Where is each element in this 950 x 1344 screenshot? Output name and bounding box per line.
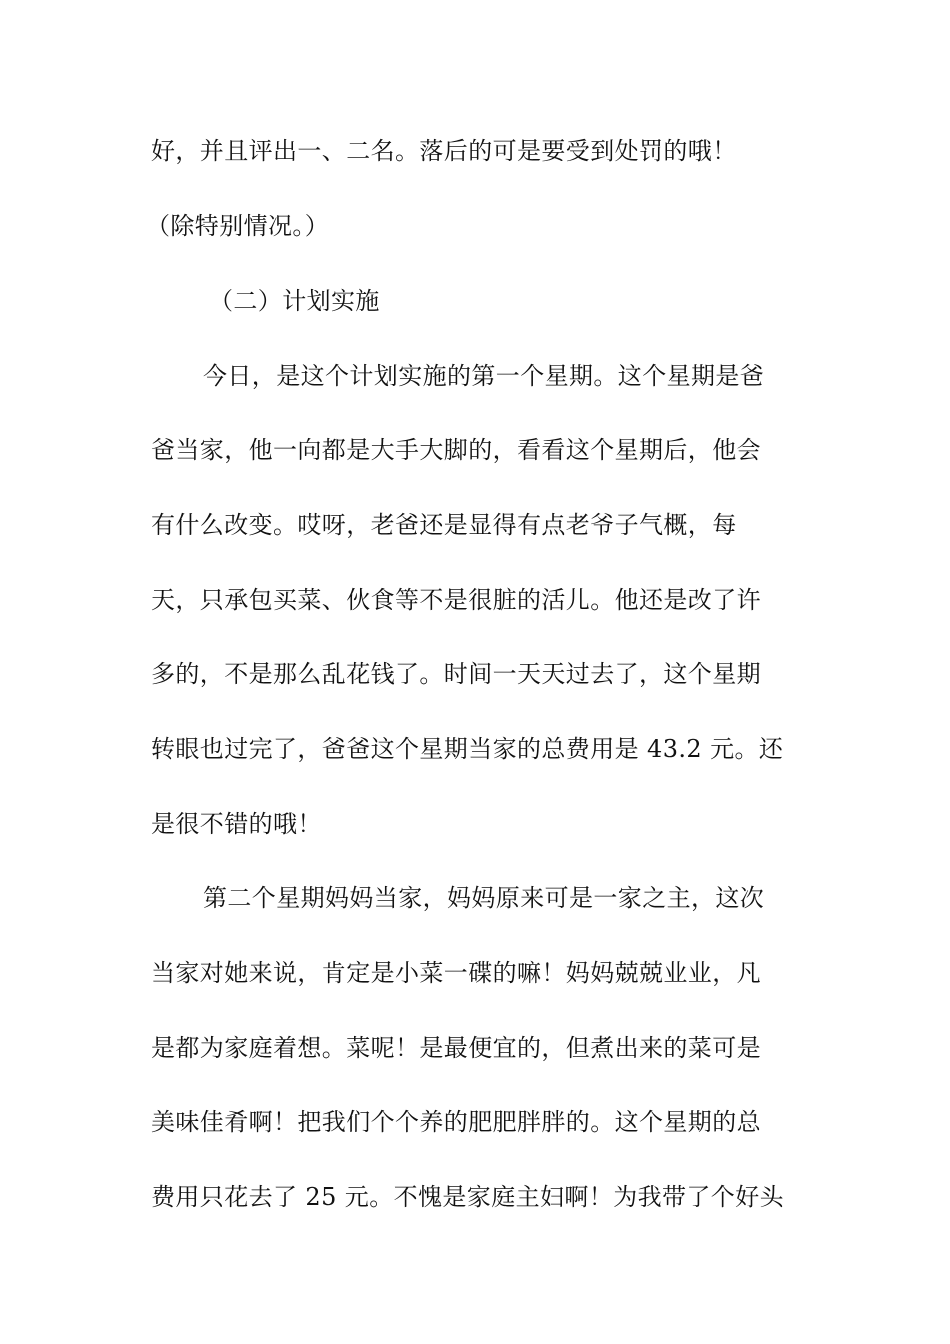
paragraph-line: 第二个星期妈妈当家，妈妈原来可是一家之主，这次 bbox=[203, 884, 765, 912]
paragraph-line: 天，只承包买菜、伙食等不是很脏的活儿。他还是改了许 bbox=[151, 586, 761, 614]
paragraph-line: 是很不错的哦！ bbox=[151, 810, 322, 838]
paragraph-line: 是都为家庭着想。菜呢！是最便宜的，但煮出来的菜可是 bbox=[151, 1034, 761, 1062]
paragraph-line: 转眼也过完了，爸爸这个星期当家的总费用是 43.2 元。还 bbox=[151, 735, 784, 763]
section-heading: （二）计划实施 bbox=[209, 287, 380, 315]
paragraph-line: 当家对她来说，肯定是小菜一碟的嘛！妈妈兢兢业业，凡 bbox=[151, 959, 761, 987]
paragraph-line: 多的，不是那么乱花钱了。时间一天天过去了，这个星期 bbox=[151, 660, 761, 688]
paragraph-line: 好，并且评出一、二名。落后的可是要受到处罚的哦！ bbox=[151, 137, 737, 165]
paragraph-line: 有什么改变。哎呀，老爸还是显得有点老爷子气概，每 bbox=[151, 511, 737, 539]
paragraph-line: 美味佳肴啊！把我们个个养的肥肥胖胖的。这个星期的总 bbox=[151, 1108, 761, 1136]
paragraph-line: 费用只花去了 25 元。不愧是家庭主妇啊！为我带了个好头 bbox=[151, 1183, 784, 1211]
paragraph-line: 今日，是这个计划实施的第一个星期。这个星期是爸 bbox=[203, 362, 765, 390]
paragraph-line: 爸当家，他一向都是大手大脚的，看看这个星期后，他会 bbox=[151, 436, 761, 464]
paragraph-line: （除特别情况。） bbox=[146, 212, 330, 240]
